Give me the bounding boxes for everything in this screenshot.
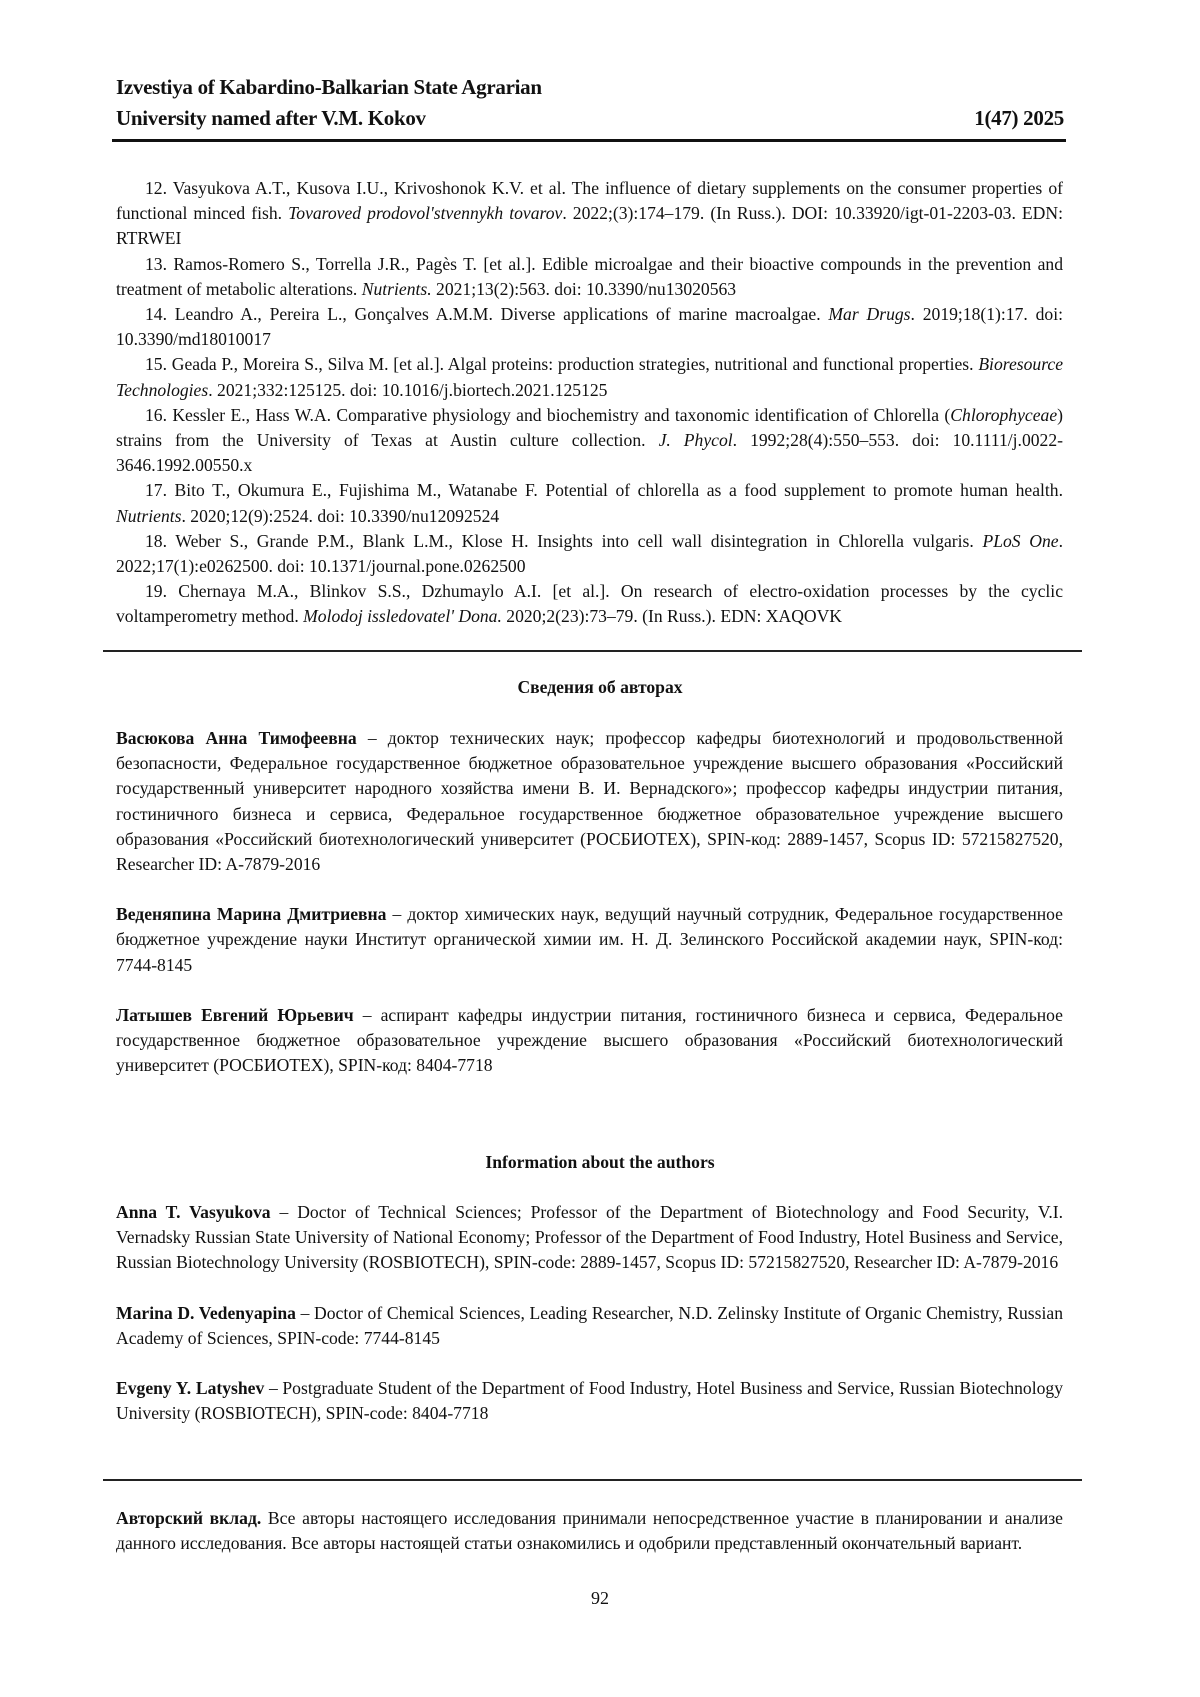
reference-text: 2020;2(23):73–79. (In Russ.). EDN: XAQOVK bbox=[501, 606, 843, 627]
author-name: Anna T. Vasyukova bbox=[116, 1202, 271, 1222]
reference-text: 12. Vasyukova A.T., Kusova I.U., Krivoshonok K.V. et al. The influence of dietary supplements on the consumer properties of functional minced fish. bbox=[116, 178, 1063, 224]
reference-text: 13. Ramos-Romero S., Torrella J.R., Pagès T. [et al.]. Edible microalgae and their bioactive compounds in the prevention and treatment of metabolic alterations. bbox=[116, 253, 1063, 299]
authors-en-title: Information about the authors bbox=[485, 1152, 715, 1172]
reference-text: 15. Geada P., Moreira S., Silva M. [et al.]. Algal proteins: production strategies, nutritional and functional properties. bbox=[145, 354, 979, 375]
running-header bbox=[116, 72, 1064, 134]
author-details: – Doctor of Technical Sciences; Professor of the Department of Biotechnology and Food Security, V.I. Vernadsky Russian State University of National Economy; Professor of the Department of Food Industry, Hotel Business and Service, Russian Biotechnology University (ROSBIOTECH), SPIN-code: 2889-1457, Scopus ID: 57215827520, Researcher ID: A-7879-2016 bbox=[116, 1202, 1063, 1273]
contribution-text: Все авторы настоящего исследования принимали непосредственное участие в планировании и анализе данного исследования. Все авторы настоящей статьи ознакомились и одобрили представленный окончательный вариант. bbox=[116, 1508, 1063, 1554]
author-entry bbox=[116, 726, 1063, 877]
reference-text: . 2021;332:125125. doi: 10.1016/j.biortech.2021.125125 bbox=[208, 379, 608, 400]
reference-text: 2021;13(2):563. doi: 10.3390/nu13020563 bbox=[431, 278, 737, 299]
contribution-label: Авторский вклад. bbox=[116, 1508, 262, 1528]
authors-ru-list bbox=[116, 726, 1063, 1103]
author-details: – аспирант кафедры индустрии питания, гостиничного бизнеса и сервиса, Федеральное государственное бюджетное образовательное учреждение высшего образования «Российский биотехнологический университет (РОСБИОТЕХ), SPIN-код: 8404-7718 bbox=[116, 1004, 1063, 1076]
journal-title-line2: University named after V.M. Kokov bbox=[116, 106, 426, 130]
page-number: 92 bbox=[591, 1588, 609, 1608]
author-details: – Postgraduate Student of the Department of Food Industry, Hotel Business and Service, Russian Biotechnology University (ROSBIOTECH), SPIN-code: 8404-7718 bbox=[116, 1378, 1063, 1424]
reference-text: . 2022;17(1):e0262500. doi: 10.1371/journal.pone.0262500 bbox=[116, 530, 1064, 577]
author-name: Латышев Евгений Юрьевич bbox=[116, 1004, 354, 1025]
reference-source: J. Phycol bbox=[658, 430, 733, 451]
reference-text: 16. Kessler E., Hass W.A. Comparative physiology and biochemistry and taxonomic identification of Chlorella ( bbox=[145, 404, 951, 425]
reference-source: Molodoj issledovatel' Dona. bbox=[303, 606, 502, 627]
reference-list bbox=[116, 176, 1063, 630]
divider bbox=[103, 650, 1082, 652]
header-rule bbox=[112, 139, 1066, 142]
reference-text: ) strains from the University of Texas at Austin culture collection. bbox=[116, 404, 1063, 451]
reference-text: . 2020;12(9):2524. doi: 10.3390/nu12092524 bbox=[181, 505, 500, 526]
reference-source: Nutrients bbox=[116, 505, 182, 526]
author-entry bbox=[116, 1376, 1063, 1426]
reference-item bbox=[116, 478, 1063, 528]
reference-source: Nutrients. bbox=[361, 278, 432, 299]
author-details: – доктор химических наук, ведущий научный сотрудник, Федеральное государственное бюджетное учреждение науки Институт органической химии им. Н. Д. Зелинского Российской академии наук, SPIN-код: 7744-8145 bbox=[116, 904, 1063, 975]
author-name: Evgeny Y. Latyshev bbox=[116, 1378, 265, 1399]
author-entry bbox=[116, 902, 1063, 978]
reference-text: . 2019;18(1):17. doi: 10.3390/md18010017 bbox=[116, 304, 1063, 350]
reference-item bbox=[116, 403, 1063, 479]
reference-text: . 1992;28(4):550–553. doi: 10.1111/j.0022-3646.1992.00550.x bbox=[116, 430, 1063, 476]
author-name: Marina D. Vedenyapina bbox=[116, 1302, 296, 1323]
reference-text: 18. Weber S., Grande P.M., Blank L.M., Klose H. Insights into cell wall disintegration in Chlorella vulgaris. bbox=[145, 530, 983, 551]
journal-title-line1: Izvestiya of Kabardino-Balkarian State Agrarian bbox=[116, 75, 542, 99]
reference-text: 17. Bito T., Okumura E., Fujishima M., Watanabe F. Potential of chlorella as a food supplement to promote human health. bbox=[145, 480, 1063, 501]
authors-ru-title: Сведения об авторах bbox=[517, 677, 683, 697]
reference-source: Bioresource Technologies bbox=[116, 354, 1063, 400]
reference-text: 19. Chernaya M.A., Blinkov S.S., Dzhumaylo A.I. [et al.]. On research of electro-oxidation processes by the cyclic voltamperometry method. bbox=[116, 581, 1063, 627]
reference-source: PLoS One bbox=[982, 530, 1059, 551]
author-details: – доктор технических наук; профессор кафедры биотехнологий и продовольственной безопасности, Федеральное государственное бюджетное образовательное учреждение высшего образования «Российский государственный университет народного хозяйства имени В. И. Вернадского»; профессор кафедры индустрии питания, гостиничного бизнеса и сервиса, Федеральное государственное бюджетное образовательное учреждение высшего образования «Российский биотехнологический университет (РОСБИОТЕХ), SPIN-код: 2889-1457, Scopus ID: 57215827520, Researcher ID: A-7879-2016 bbox=[116, 728, 1063, 875]
reference-item bbox=[116, 252, 1063, 302]
author-name: Веденяпина Марина Дмитриевна bbox=[116, 904, 387, 925]
reference-item bbox=[116, 352, 1063, 402]
reference-item bbox=[116, 529, 1063, 579]
reference-item bbox=[116, 302, 1063, 352]
authors-en-list bbox=[116, 1200, 1063, 1451]
reference-text: . 2022;(3):174–179. (In Russ.). DOI: 10.33920/igt-01-2203-03. EDN: RTRWEI bbox=[116, 203, 1063, 249]
author-entry bbox=[116, 1301, 1063, 1351]
author-name: Васюкова Анна Тимофеевна bbox=[116, 728, 357, 748]
divider bbox=[103, 1479, 1082, 1481]
author-contribution bbox=[116, 1506, 1063, 1556]
reference-item bbox=[116, 176, 1063, 252]
issue-number: 1(47) 2025 bbox=[974, 106, 1064, 130]
author-entry bbox=[116, 1003, 1063, 1079]
author-entry bbox=[116, 1200, 1063, 1276]
reference-source: Chlorophyceae bbox=[950, 404, 1058, 425]
author-details: – Doctor of Chemical Sciences, Leading Researcher, N.D. Zelinsky Institute of Organic Chemistry, Russian Academy of Sciences, SPIN-code: 7744-8145 bbox=[116, 1302, 1063, 1348]
reference-item bbox=[116, 579, 1063, 629]
reference-source: Tovaroved prodovol'stvennykh tovarov bbox=[288, 203, 563, 224]
reference-source: Mar Drugs bbox=[828, 304, 911, 325]
reference-text: 14. Leandro A., Pereira L., Gonçalves A.M.M. Diverse applications of marine macroalgae. bbox=[145, 304, 829, 325]
